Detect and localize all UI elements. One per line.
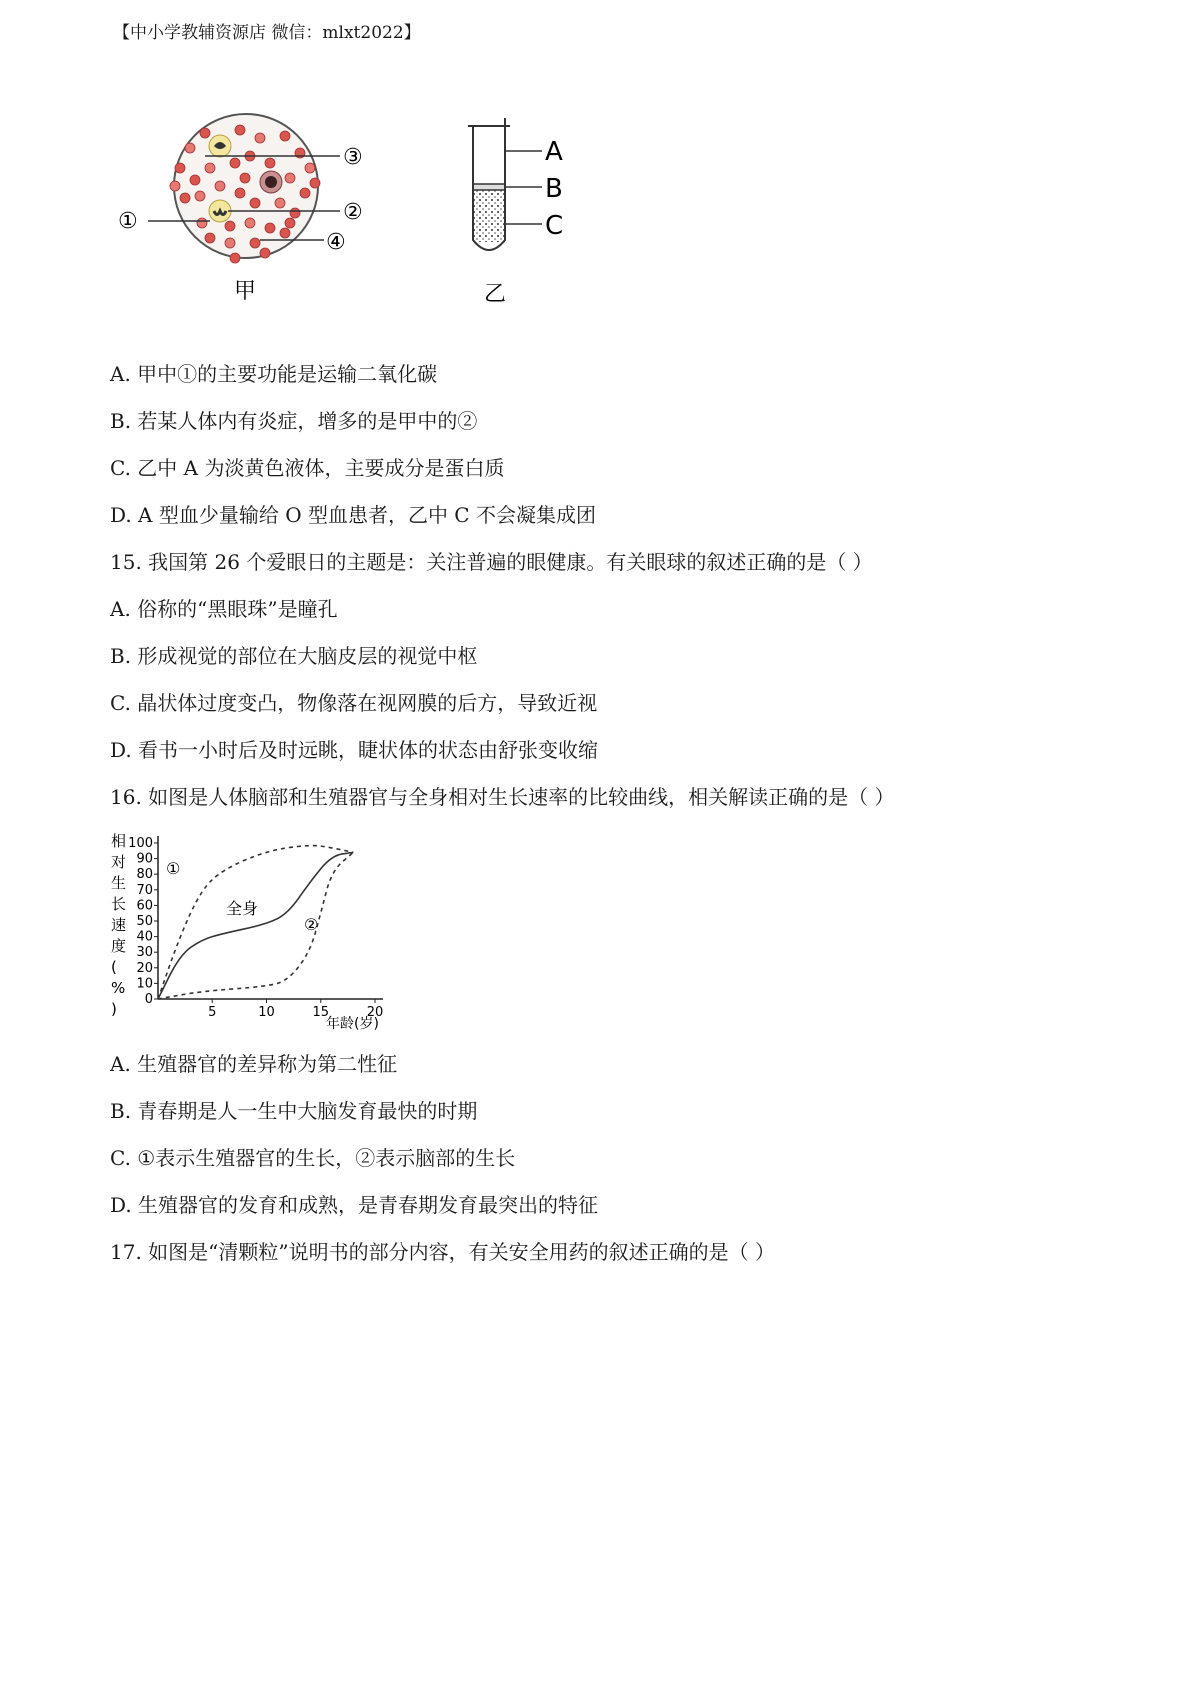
label-4: ④ bbox=[326, 230, 346, 255]
red-blood-cell bbox=[240, 173, 250, 183]
q17-stem: 17. 如图是“清颗粒”说明书的部分内容，有关安全用药的叙述正确的是（ ） bbox=[110, 1240, 775, 1264]
y-tick-label: 40 bbox=[136, 929, 153, 945]
q15-option-b: B. 形成视觉的部位在大脑皮层的视觉中枢 bbox=[110, 644, 478, 668]
q16-option-b: B. 青春期是人一生中大脑发育最快的时期 bbox=[110, 1099, 478, 1123]
y-axis-label-char: 长 bbox=[111, 895, 127, 913]
red-blood-cell bbox=[245, 218, 255, 228]
red-blood-cell bbox=[215, 181, 225, 191]
y-tick-label: 100 bbox=[128, 836, 153, 851]
x-tick-label: 20 bbox=[366, 1005, 384, 1020]
q15-option-c: C. 晶状体过度变凸，物像落在视网膜的后方，导致近视 bbox=[110, 691, 598, 715]
red-blood-cell bbox=[265, 223, 275, 233]
y-axis-label-char: 对 bbox=[111, 853, 127, 871]
x-axis-label: 年龄(岁) bbox=[326, 1016, 379, 1032]
y-axis-label bbox=[111, 832, 126, 1018]
red-blood-cell bbox=[265, 158, 275, 168]
red-blood-cell bbox=[205, 233, 215, 243]
red-blood-cell bbox=[230, 253, 240, 263]
red-blood-cell bbox=[180, 193, 190, 203]
red-blood-cell bbox=[255, 133, 265, 143]
x-tick-label: 15 bbox=[312, 1005, 330, 1020]
y-tick-label: 20 bbox=[136, 960, 153, 976]
red-blood-cell bbox=[275, 198, 285, 208]
red-blood-cell bbox=[250, 198, 260, 208]
y-tick-label: 30 bbox=[136, 945, 153, 961]
series-whole-body-line bbox=[158, 852, 353, 999]
q16-stem: 16. 如图是人体脑部和生殖器官与全身相对生长速率的比较曲线，相关解读正确的是（ ） bbox=[110, 785, 895, 809]
label-c: C bbox=[545, 211, 564, 241]
y-tick-label: 50 bbox=[136, 914, 153, 929]
caption-jia: 甲 bbox=[234, 279, 257, 304]
red-blood-cell bbox=[250, 238, 260, 248]
red-blood-cell bbox=[185, 143, 195, 153]
red-blood-cell bbox=[225, 221, 235, 231]
red-blood-cell bbox=[285, 173, 295, 183]
red-blood-cell bbox=[310, 178, 320, 188]
series-1-line bbox=[158, 846, 353, 999]
red-blood-cell bbox=[175, 163, 185, 173]
red-blood-cell bbox=[190, 175, 200, 185]
red-blood-cell bbox=[195, 191, 205, 201]
red-blood-cell bbox=[260, 248, 270, 258]
red-blood-cell bbox=[280, 131, 290, 141]
y-axis-label-char: 生 bbox=[111, 874, 127, 892]
red-blood-cell bbox=[170, 181, 180, 191]
q15-option-a: A. 俗称的“黑眼珠”是瞳孔 bbox=[110, 597, 338, 621]
y-tick-label: 70 bbox=[136, 882, 153, 898]
series-2-label: ② bbox=[304, 915, 319, 934]
label-2: ② bbox=[343, 200, 363, 225]
label-3: ③ bbox=[343, 145, 363, 170]
q15-stem: 15. 我国第 26 个爱眼日的主题是：关注普遍的眼健康。有关眼球的叙述正确的是（ ） bbox=[110, 550, 873, 574]
y-axis-label-char: ) bbox=[111, 1000, 117, 1018]
white-blood-cell-2 bbox=[209, 200, 231, 222]
red-blood-cell bbox=[235, 125, 245, 135]
q15-option-d: D. 看书一小时后及时远眺，睫状体的状态由舒张变收缩 bbox=[110, 738, 599, 762]
q14-option-a: A. 甲中①的主要功能是运输二氧化碳 bbox=[110, 362, 438, 386]
y-tick-label: 60 bbox=[136, 898, 153, 914]
y-tick-label: 80 bbox=[136, 867, 153, 883]
white-blood-cell-1 bbox=[209, 135, 231, 157]
q16-option-c: C. ①表示生殖器官的生长，②表示脑部的生长 bbox=[110, 1146, 516, 1170]
label-a: A bbox=[545, 137, 563, 167]
series-whole-body-label: 全身 bbox=[226, 899, 259, 918]
series-1-label: ① bbox=[166, 859, 181, 878]
y-tick-label: 10 bbox=[136, 976, 153, 992]
x-tick-label: 10 bbox=[258, 1005, 275, 1020]
test-tube-figure bbox=[460, 108, 580, 308]
red-blood-cell bbox=[300, 188, 310, 198]
x-tick-label: 5 bbox=[208, 1005, 217, 1020]
blood-smear-figure bbox=[110, 108, 380, 308]
q16-option-a: A. 生殖器官的差异称为第二性征 bbox=[110, 1052, 398, 1076]
y-axis-label-char: ( bbox=[111, 958, 117, 976]
y-axis-label-char: 度 bbox=[111, 937, 127, 955]
q14-option-d: D. A 型血少量输给 O 型血患者，乙中 C 不会凝集成团 bbox=[110, 503, 596, 527]
red-blood-cell bbox=[197, 218, 207, 228]
y-tick-label: 0 bbox=[144, 992, 153, 1007]
label-b: B bbox=[545, 174, 563, 204]
y-tick-label: 90 bbox=[136, 851, 153, 867]
source-header: 【中小学教辅资源店 微信：mlxt2022】 bbox=[113, 23, 421, 43]
label-1: ① bbox=[118, 209, 138, 234]
red-blood-cell bbox=[290, 208, 300, 218]
y-axis-label-char: 相 bbox=[111, 832, 127, 850]
caption-yi: 乙 bbox=[484, 282, 507, 307]
q14-option-b: B. 若某人体内有炎症，增多的是甲中的② bbox=[110, 409, 478, 433]
y-axis-label-char: % bbox=[111, 979, 126, 997]
growth-rate-chart bbox=[108, 826, 408, 1036]
red-blood-cell bbox=[285, 218, 295, 228]
red-blood-cell bbox=[280, 228, 290, 238]
y-axis-label-char: 速 bbox=[111, 916, 127, 934]
q16-option-d: D. 生殖器官的发育和成熟，是青春期发育最突出的特征 bbox=[110, 1193, 599, 1217]
white-blood-cell-3 bbox=[260, 171, 282, 193]
red-blood-cell bbox=[230, 158, 240, 168]
q14-option-c: C. 乙中 A 为淡黄色液体，主要成分是蛋白质 bbox=[110, 456, 505, 480]
red-blood-cell bbox=[305, 163, 315, 173]
red-blood-cell bbox=[205, 163, 215, 173]
red-blood-cell bbox=[225, 238, 235, 248]
red-blood-cell bbox=[235, 188, 245, 198]
red-blood-cell bbox=[200, 128, 210, 138]
